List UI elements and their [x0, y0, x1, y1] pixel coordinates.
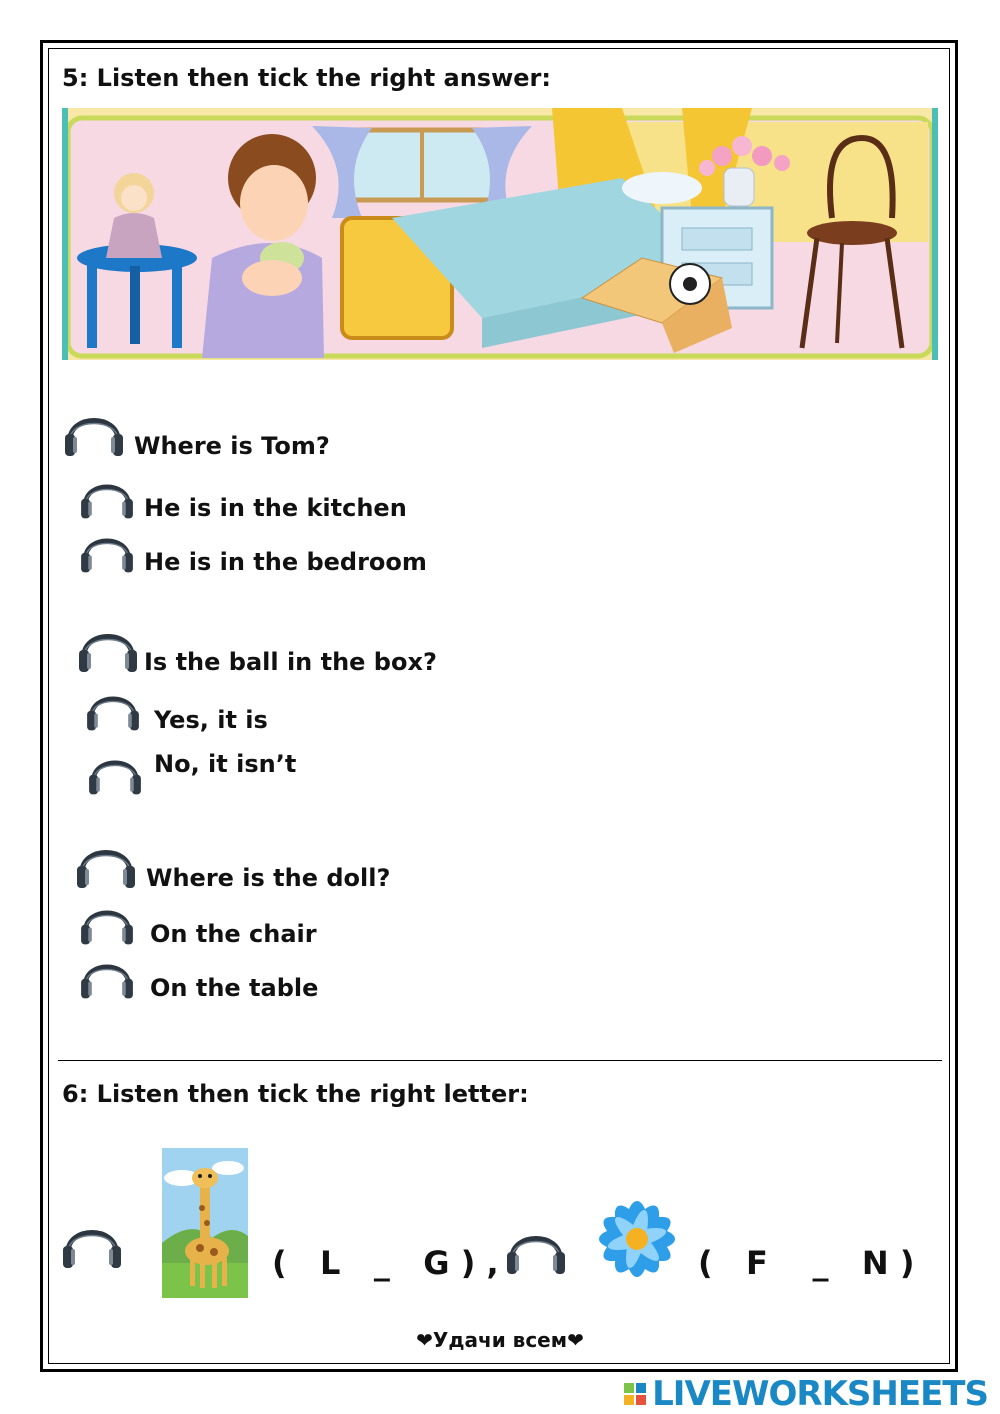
option-1-a[interactable]: [78, 472, 407, 522]
option-1-b[interactable]: [78, 526, 427, 576]
logo-text: LIVEWORKSHEETS: [652, 1374, 988, 1414]
question-1: [62, 404, 330, 460]
headphones-icon[interactable]: [78, 472, 136, 522]
option-text: On the table: [150, 974, 319, 1002]
flower-picture: [594, 1196, 680, 1282]
option-2-b[interactable]: [86, 748, 296, 798]
option-3-b[interactable]: [78, 952, 318, 1002]
headphones-icon[interactable]: [78, 526, 136, 576]
option-text: He is in the kitchen: [144, 494, 407, 522]
question-2: [76, 620, 437, 676]
question-1-text: Where is Tom?: [134, 432, 330, 460]
letters-item-2: ( F _ N ): [698, 1244, 915, 1282]
headphones-icon[interactable]: [84, 684, 142, 734]
headphones-icon[interactable]: [78, 952, 136, 1002]
option-3-a[interactable]: [78, 898, 317, 948]
headphones-icon[interactable]: [78, 898, 136, 948]
section6-title: 6: Listen then tick the right letter:: [62, 1080, 529, 1108]
letters-item-1: ( L _ G ) ,: [272, 1244, 499, 1282]
headphones-icon[interactable]: [86, 748, 144, 798]
headphones-icon[interactable]: [62, 404, 126, 460]
question-3: [74, 836, 390, 892]
logo-icon: [624, 1383, 646, 1405]
footer-message: ❤Удачи всем❤: [416, 1328, 584, 1352]
option-text: No, it isn’t: [154, 750, 297, 778]
option-text: He is in the bedroom: [144, 548, 427, 576]
headphones-icon[interactable]: [504, 1222, 568, 1278]
headphones-icon[interactable]: [60, 1216, 124, 1272]
section-divider: [58, 1060, 942, 1061]
question-2-text: Is the ball in the box?: [144, 648, 437, 676]
headphones-icon[interactable]: [76, 620, 140, 676]
headphones-icon[interactable]: [74, 836, 138, 892]
question-3-text: Where is the doll?: [146, 864, 391, 892]
section5-title: 5: Listen then tick the right answer:: [62, 64, 551, 92]
option-text: Yes, it is: [154, 706, 268, 734]
giraffe-picture: [162, 1148, 248, 1298]
option-text: On the chair: [150, 920, 317, 948]
bedroom-scene: [62, 108, 938, 360]
liveworksheets-logo: [624, 1374, 988, 1414]
option-2-a[interactable]: [84, 684, 268, 734]
